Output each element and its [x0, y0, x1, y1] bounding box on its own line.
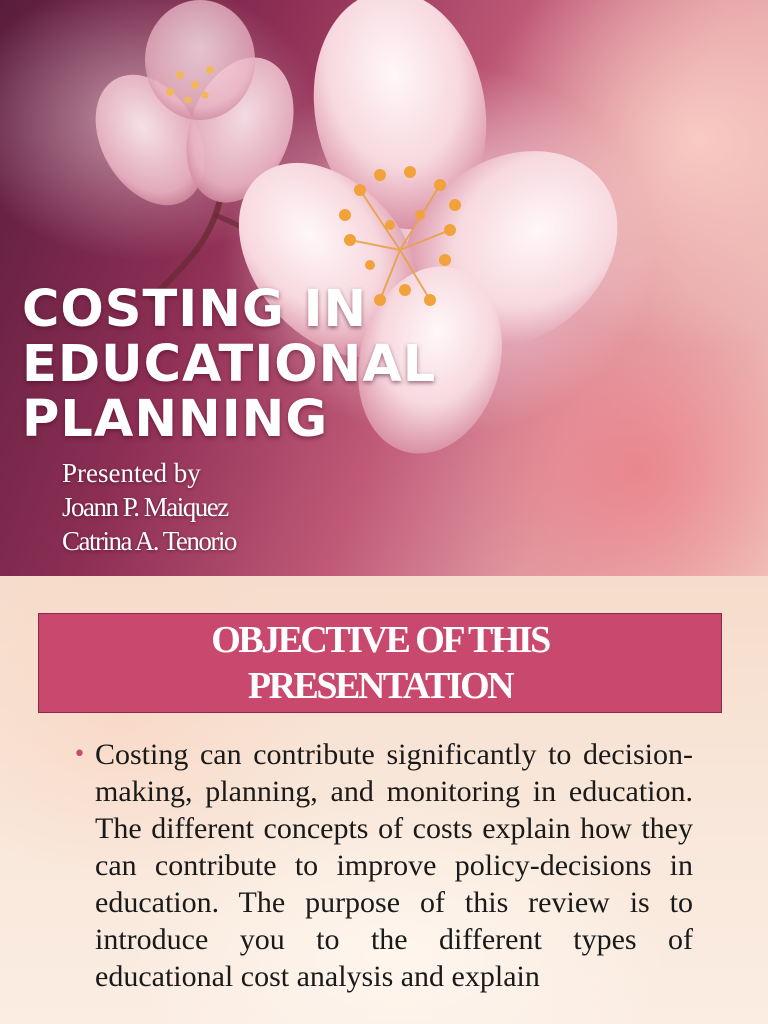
objective-heading — [211, 617, 549, 709]
presenter-name: Catrina A. Tenorio — [62, 526, 236, 556]
title-line: EDUCATIONAL — [22, 335, 437, 394]
objective-heading-box — [38, 613, 722, 713]
title-line: COSTING IN — [22, 280, 368, 339]
presenters-block — [62, 456, 236, 558]
title-line: PLANNING — [22, 390, 329, 449]
objective-bullet-text: Costing can contribute significantly to decision-making, planning, and monitoring in education. The different concepts of costs explain how they can contribute to improve policy-decisions in education. The purpose of this review is to introduce you to the different types of educational cost analysis and explain — [95, 738, 693, 993]
objective-slide — [0, 576, 768, 1024]
presentation-title — [22, 282, 436, 447]
presenter-name: Joann P. Maiquez — [62, 492, 228, 522]
objective-bullet — [73, 736, 693, 995]
heading-line: PRESENTATION — [247, 665, 513, 707]
heading-line: OBJECTIVE OF THIS — [211, 619, 549, 661]
bullet-icon: • — [73, 742, 86, 767]
presented-by-label: Presented by — [62, 458, 201, 488]
